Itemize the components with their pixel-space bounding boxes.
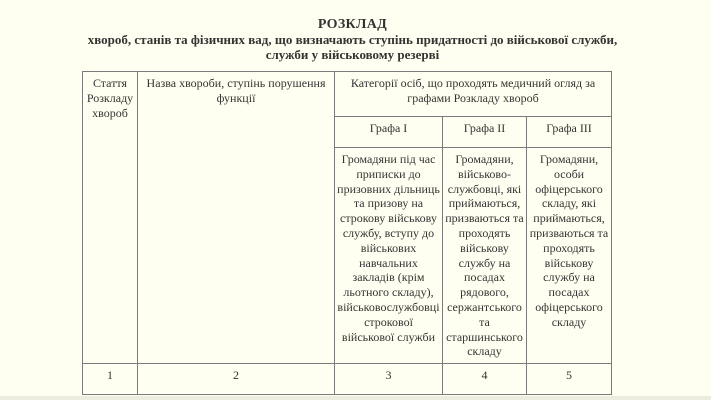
graph-2-description: Громадяни, військово-службовці, які приймаються, призваються та проходять військову службу на посадах рядового, сержантського та старшинського складу: [443, 148, 527, 364]
graph-1-description: Громадяни під час приписки до призовних дільниць та призову на строкову військову службу, вступу до військових навчальних закладів (крім льотного складу), військовослужбовці строкової військової служби: [335, 148, 443, 364]
graph-1-header: Графа I: [335, 117, 443, 148]
graph-3-header: Графа III: [527, 117, 612, 148]
document-subtitle-line-2: служби у військовому резерві: [265, 47, 440, 62]
document-subtitle-line-1: хвороб, станів та фізичних вад, що визначають ступінь придатності до військової служби,: [87, 32, 618, 47]
column-number-1: 1: [83, 364, 138, 395]
column-number-5: 5: [527, 364, 612, 395]
graph-3-description: Громадяни, особи офіцерського складу, які приймаються, призваються та проходять військову службу на посадах офіцерського складу: [527, 148, 612, 364]
column-number-3: 3: [335, 364, 443, 395]
document-title: РОЗКЛАД: [317, 17, 388, 32]
document-header: [60, 17, 645, 62]
column-header-categories: Категорії осіб, що проходять медичний огляд за графами Розкладу хвороб: [335, 72, 612, 117]
column-number-2: 2: [138, 364, 335, 395]
column-number-4: 4: [443, 364, 527, 395]
graph-2-header: Графа II: [443, 117, 527, 148]
disease-schedule-table: [82, 71, 612, 395]
column-header-article: Стаття Розкладу хвороб: [83, 72, 138, 364]
table-header-row: [83, 72, 612, 117]
column-header-disease-name: Назва хвороби, ступінь порушення функції: [138, 72, 335, 364]
column-number-row: [83, 364, 612, 395]
page-bottom-edge: [0, 396, 711, 400]
